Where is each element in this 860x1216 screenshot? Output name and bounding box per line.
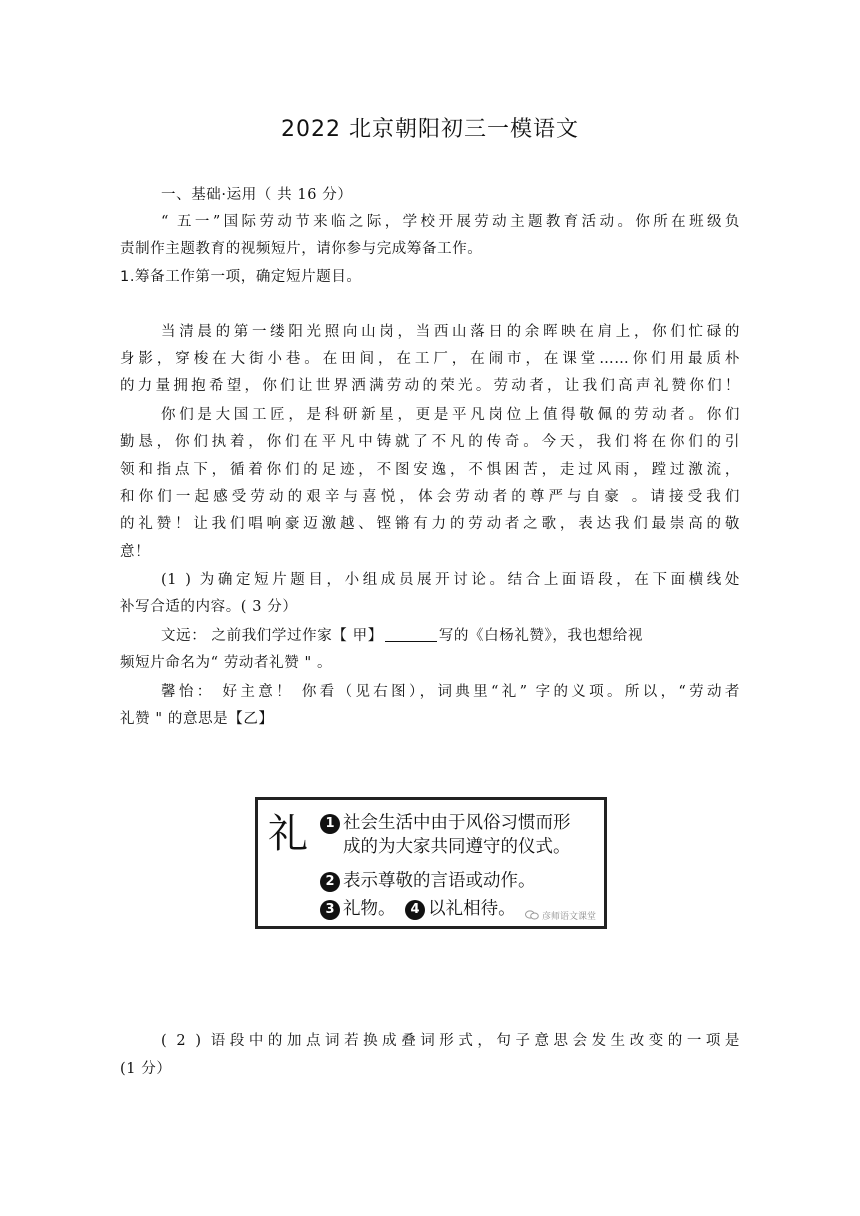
definition-1a-text: 社会生活中由于风俗习惯而形 xyxy=(343,813,571,833)
xinyi-line-2: 礼赞 " 的意思是【乙】 xyxy=(120,711,274,727)
sub-question-2-line-1: ( 2 ) 语段中的加点词若换成叠词形式，句子意思会发生改变的一项是 xyxy=(161,1033,740,1049)
passage-line-9: 意！ xyxy=(120,544,151,560)
answer-blank-jia[interactable] xyxy=(385,627,437,642)
document-title: 2022 北京朝阳初三一模语文 xyxy=(281,117,579,142)
passage-line-3: 的力量拥抱希望，你们让世界洒满劳动的荣光。劳动者，让我们高声礼赞你们！ xyxy=(120,378,740,394)
sub-question-1-line-1: (1 ) 为确定短片题目，小组成员展开讨论。结合上面语段，在下面横线处 xyxy=(161,572,740,588)
dictionary-character: 礼 xyxy=(268,811,308,857)
definition-3-4 xyxy=(320,898,516,920)
watermark-text: 彦师语文课堂 xyxy=(541,912,596,922)
circled-number-3: 3 xyxy=(320,900,340,920)
section-heading: 一、基础·运用（ 共 16 分） xyxy=(161,187,353,203)
circled-number-2: 2 xyxy=(320,872,340,892)
watermark xyxy=(525,909,596,922)
sub-question-1-line-2: 补写合适的内容。( 3 分） xyxy=(120,599,298,615)
definition-1-line-1 xyxy=(320,812,571,834)
circled-number-4: 4 xyxy=(405,900,425,920)
wenyuan-text-b: 写的《白杨礼赞》，我也想给视 xyxy=(438,628,643,644)
xinyi-line-1: 馨怡： 好主意！ 你看（见右图），词典里“礼” 字的义项。所以，“劳动者 xyxy=(161,684,740,700)
definition-1-line-2: 成的为大家共同遵守的仪式。 xyxy=(343,837,571,857)
passage-line-2: 身影，穿梭在大街小巷。在田间，在工厂，在闹市，在课堂……你们用最质朴 xyxy=(120,351,740,367)
sub-question-2-line-2: (1 分） xyxy=(120,1061,172,1077)
definition-4-text: 以礼相待。 xyxy=(428,899,516,919)
passage-line-1: 当清晨的第一缕阳光照向山岗，当西山落日的余晖映在肩上，你们忙碌的 xyxy=(161,324,740,340)
passage-line-5: 勤恳，你们执着，你们在平凡中铸就了不凡的传奇。今天，我们将在你们的引 xyxy=(120,434,740,450)
passage-line-4: 你们是大国工匠，是科研新星，更是平凡岗位上值得敬佩的劳动者。你们 xyxy=(161,407,740,423)
wenyuan-line-1 xyxy=(161,626,740,646)
definition-2 xyxy=(320,870,536,892)
wechat-icon xyxy=(525,910,539,920)
passage-line-6: 领和指点下，循着你们的足迹，不图安逸，不惧困苦，走过风雨，蹚过激流， xyxy=(120,462,740,478)
passage-line-7: 和你们一起感受劳动的艰辛与喜悦，体会劳动者的尊严与自豪 。请接受我们 xyxy=(120,489,740,505)
wenyuan-line-2: 频短片命名为“ 劳动者礼赞 " 。 xyxy=(120,655,333,671)
definition-2-text: 表示尊敬的言语或动作。 xyxy=(343,871,536,891)
question-1: 1.筹备工作第一项，确定短片题目。 xyxy=(120,269,362,285)
intro-line-1: “ 五一”国际劳动节来临之际，学校开展劳动主题教育活动。你所在班级负 xyxy=(161,214,740,230)
passage-line-8: 的礼赞！让我们唱响豪迈激越、铿锵有力的劳动者之歌，表达我们最崇高的敬 xyxy=(120,516,740,532)
wenyuan-text-a: 文远： 之前我们学过作家【 甲】 xyxy=(161,628,383,644)
intro-line-2: 责制作主题教育的视频短片，请你参与完成筹备工作。 xyxy=(120,241,483,257)
dictionary-entry-image xyxy=(255,797,607,929)
circled-number-1: 1 xyxy=(320,814,340,834)
definition-3-text: 礼物。 xyxy=(343,899,396,919)
